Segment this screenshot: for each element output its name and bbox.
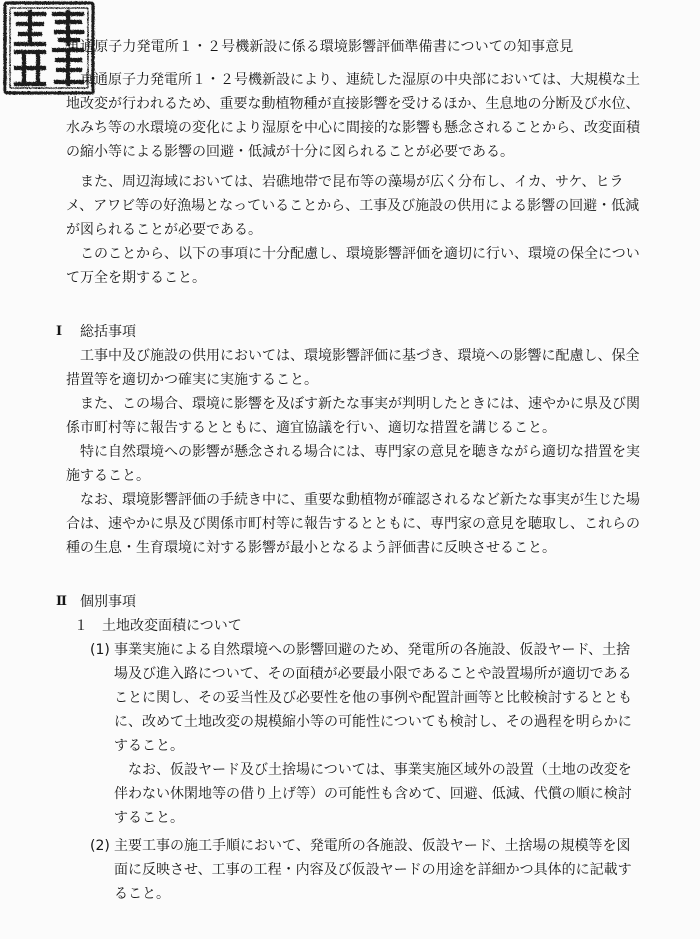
intro-paragraph: また、周辺海域においては、岩礁地帯で昆布等の藻場が広く分布し、イカ、サケ、ヒラメ、アワビ等の好漁場となっていることから、工事及び施設の供用による影響の回避・低減が図られることが必要である。 bbox=[66, 174, 640, 238]
subsection-number: １ bbox=[74, 618, 88, 634]
item-note: なお、仮設ヤード及び土捨場については、事業実施区域外の設置（土地の改変を伴わない休閑地等の借り上げ等）の可能性も含めて、回避、低減、代償の順に検討すること。 bbox=[114, 762, 632, 826]
intro-paragraph: 東通原子力発電所１・２号機新設により、連続した湿原の中央部においては、大規模な土地改変が行われるため、重要な動植物種が直接影響を受けるほか、生息地の分断及び水位、水みち等の水環境の変化により湿原を中心に間接的な影響も懸念されることから、改変面積の縮小等による影響の回避・低減が十分に図られることが必要である。 bbox=[66, 72, 640, 160]
document-body bbox=[56, 38, 644, 906]
section-paragraph: 工事中及び施設の供用においては、環境影響評価に基づき、環境への影響に配慮し、保全措置等を適切かつ確実に実施すること。 bbox=[66, 348, 640, 388]
section-paragraph: なお、環境影響評価の手続き中に、重要な動植物が確認されるなど新たな事実が生じた場合は、速やかに県及び関係市町村等に報告するとともに、専門家の意見を聴取し、これらの種の生息・生育環境に対する影響が最小となるよう評価書に反映させること。 bbox=[66, 492, 640, 556]
section-paragraph: また、この場合、環境に影響を及ぼす新たな事実が判明したときには、速やかに県及び関係市町村等に報告するとともに、適宜協議を行い、適切な措置を講じること。 bbox=[66, 396, 640, 436]
section-general bbox=[56, 320, 644, 560]
list-item bbox=[90, 638, 644, 830]
section-number: Ⅰ bbox=[56, 324, 63, 339]
section-heading bbox=[56, 320, 644, 344]
section-heading bbox=[56, 590, 644, 614]
item-number: (1) bbox=[90, 642, 110, 658]
section-title: 総括事項 bbox=[80, 324, 136, 340]
subsection-heading bbox=[74, 614, 644, 638]
document-title: 東通原子力発電所１・２号機新設に係る環境影響評価準備書についての知事意見 bbox=[66, 39, 574, 55]
intro-section bbox=[66, 68, 644, 290]
subsection-title: 土地改変面積について bbox=[102, 618, 242, 634]
section-paragraph: 特に自然環境への影響が懸念される場合には、専門家の意見を聴きながら適切な措置を実施すること。 bbox=[66, 444, 640, 484]
item-text: 事業実施による自然環境への影響回避のため、発電所の各施設、仮設ヤード、土捨場及び進入路について、その面積が必要最小限であることや設置場所が適切であることに関し、その妥当性及び必要性を他の事例や配置計画等と比較検討するとともに、改めて土地改変の規模縮小等の可能性についても検討し、その過程を明らかにすること。 bbox=[114, 642, 632, 754]
section-number: Ⅱ bbox=[56, 594, 67, 609]
section-specific bbox=[56, 590, 644, 906]
section-title: 個別事項 bbox=[80, 594, 136, 610]
list-item bbox=[90, 834, 644, 906]
item-number: (2) bbox=[90, 838, 110, 854]
item-text: 主要工事の施工手順において、発電所の各施設、仮設ヤード、土捨場の規模等を図面に反映させ、工事の工程・内容及び仮設ヤードの用途を詳細かつ具体的に記載すること。 bbox=[114, 838, 632, 902]
intro-paragraph: このことから、以下の事項に十分配慮し、環境影響評価を適切に行い、環境の保全について万全を期すること。 bbox=[66, 246, 640, 286]
